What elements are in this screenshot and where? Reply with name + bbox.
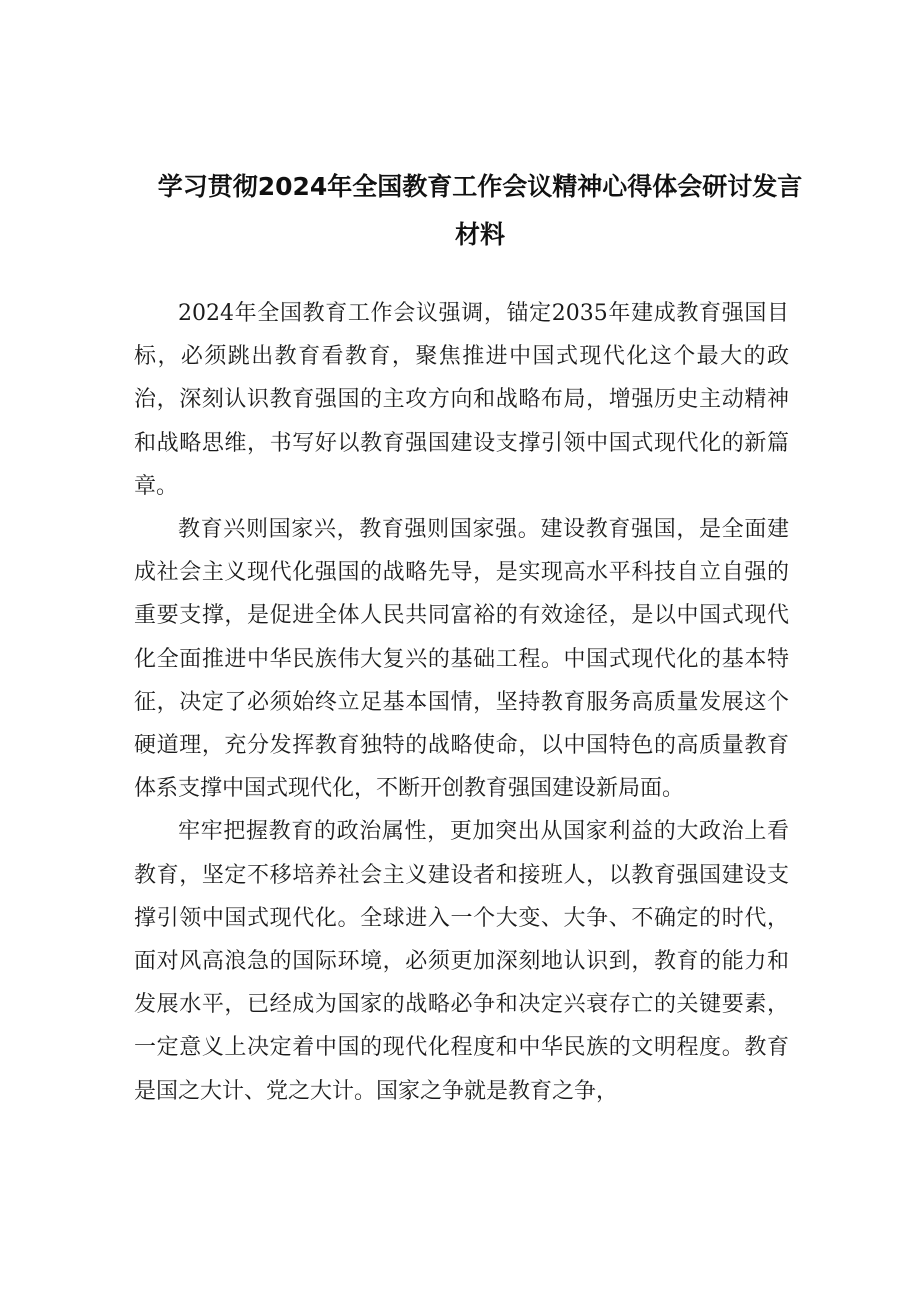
document-body <box>134 292 789 1113</box>
body-paragraph-3: 牢牢把握教育的政治属性，更加突出从国家利益的大政治上看教育，坚定不移培养社会主义建设者和接班人，以教育强国建设支撑引领中国式现代化。全球进入一个大变、大争、不确定的时代，面对风高浪急的国际环境，必须更加深刻地认识到，教育的能力和发展水平，已经成为国家的战略必争和决定兴衰存亡的关键要素，一定意义上决定着中国的现代化程度和中华民族的文明程度。教育是国之大计、党之大计。国家之争就是教育之争， <box>134 819 789 1104</box>
body-paragraph-1: 2024年全国教育工作会议强调，锚定2035年建成教育强国目标，必须跳出教育看教育，聚焦推进中国式现代化这个最大的政治，深刻认识教育强国的主攻方向和战略布局，增强历史主动精神和战略思维，书写好以教育强国建设支撑引领中国式现代化的新篇章。 <box>134 301 789 499</box>
document-title <box>150 163 810 259</box>
document-title-line-1: 学习贯彻2024年全国教育工作会议精神心得体会研讨发言 <box>157 172 803 201</box>
document-title-line-2: 材料 <box>454 220 505 249</box>
body-paragraph-2: 教育兴则国家兴，教育强则国家强。建设教育强国，是全面建成社会主义现代化强国的战略先导，是实现高水平科技自立自强的重要支撑，是促进全体人民共同富裕的有效途径，是以中国式现代化全面推进中华民族伟大复兴的基础工程。中国式现代化的基本特征，决定了必须始终立足基本国情，坚持教育服务高质量发展这个硬道理，充分发挥教育独特的战略使命，以中国特色的高质量教育体系支撑中国式现代化，不断开创教育强国建设新局面。 <box>134 517 789 802</box>
